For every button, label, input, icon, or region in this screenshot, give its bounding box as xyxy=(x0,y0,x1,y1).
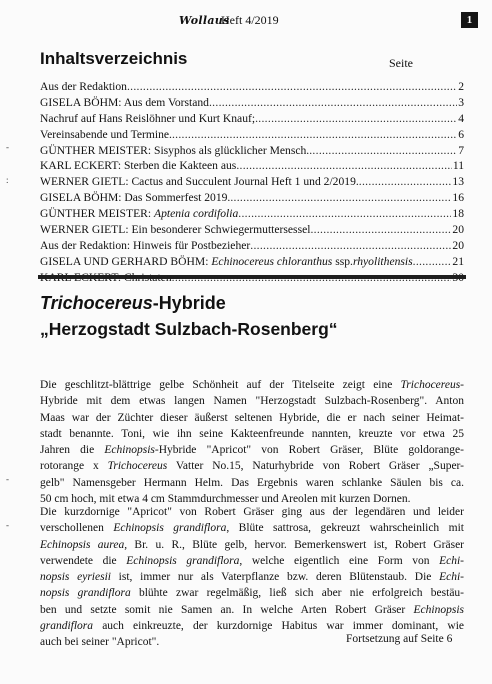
text-line: nopsis grandiflora blühte zwar regelmäßig, ließ sich aber nie erfolgreich bestäu- xyxy=(40,587,464,600)
text-line: grandiflora auch einkreuzte, der kurzdornige Habitus war immer dominant, wie xyxy=(40,620,464,633)
toc-entry-title: WERNER GIETL: Cactus and Succulent Journal Heft 1 und 2/2019. xyxy=(40,175,359,189)
toc-entry xyxy=(40,158,464,174)
article-paragraph-1 xyxy=(40,377,464,507)
toc-entry xyxy=(40,254,464,270)
toc-entry xyxy=(40,79,464,95)
margin-mark: - xyxy=(6,520,9,530)
toc-leader-dots xyxy=(172,127,457,143)
margin-mark: - xyxy=(6,142,9,152)
article-title-line1 xyxy=(40,293,226,314)
toc-entry-page: 13 xyxy=(452,175,464,189)
text-line: Jahren die Echinopsis-Hybride "Apricot" von Robert Gräser, Blüte goldorange- xyxy=(40,444,464,457)
toc-leader-dots xyxy=(238,206,451,222)
article-title-genus: Trichocereus xyxy=(40,293,153,313)
toc-entry-page: 7 xyxy=(458,143,464,157)
toc-entry-page: 11 xyxy=(452,159,464,173)
toc-entry-page: 20 xyxy=(452,238,464,252)
toc-entry-title: GISELA BÖHM: Das Sommerfest 2019. xyxy=(40,191,231,205)
toc-entry xyxy=(40,127,464,143)
toc-entry-title: Aus der Redaktion: Hinweis für Postbezieher xyxy=(40,238,251,252)
toc-leader-dots xyxy=(310,222,451,238)
toc-leader-dots xyxy=(250,238,451,254)
text-line: gelb" Namensgeber Hermann Helm. Das Ergebnis waren schlanke Säulen bis ca. xyxy=(40,476,464,489)
toc-entry-title: GÜNTHER MEISTER: Aptenia cordifolia xyxy=(40,207,239,221)
toc-entry-page: 4 xyxy=(458,111,464,125)
toc-entry xyxy=(40,95,464,111)
text-line: auch bei seiner "Apricot". xyxy=(40,636,160,649)
toc-entry-page: 18 xyxy=(452,207,464,221)
toc-entry-title: GISELA UND GERHARD BÖHM: Echinocereus chloranthus ssp.rhyolithensis xyxy=(40,254,413,268)
toc-entry-title: Aus der Redaktion xyxy=(40,80,127,93)
text-line: Maas war der Züchter dieser äußerst seltenen Hybride, die er nach seiner Heimat- xyxy=(40,411,464,424)
toc-entry xyxy=(40,190,464,206)
toc-divider xyxy=(38,275,466,279)
article-title-suffix: -Hybride xyxy=(152,293,226,313)
margin-mark: - xyxy=(6,474,9,484)
toc-leader-dots xyxy=(127,79,457,95)
text-line: nopsis eyriesii ist, immer nur als Vaterpflanze bzw. deren Blütenstaub. Die Echi- xyxy=(40,571,464,584)
toc-entry xyxy=(40,111,464,127)
article-paragraph-2 xyxy=(40,504,464,651)
margin-mark: : xyxy=(6,175,9,185)
toc-leader-dots xyxy=(413,254,452,270)
toc-entry xyxy=(40,174,464,190)
toc-entry-page: 21 xyxy=(452,254,464,268)
toc-entry-title: KARL ECKERT: Sterben die Kakteen aus xyxy=(40,159,237,173)
toc-leader-dots xyxy=(255,111,457,127)
text-line: Die kurzdornige "Apricot" von Robert Gräser ging aus der legendären und leider xyxy=(40,506,464,518)
toc-entry-page: 16 xyxy=(452,191,464,205)
text-line: verwendete die Echinopsis grandiflora, welche eigentlich eine Form von Echi- xyxy=(40,554,465,567)
page-number-badge: 1 xyxy=(461,12,478,28)
text-line: rotorange x Trichocereus Vatter No.15, Naturhybride von Robert Gräser „Super- xyxy=(40,460,464,473)
toc-entry xyxy=(40,206,464,222)
toc-entry-title: GISELA BÖHM: Aus dem Vorstand xyxy=(40,95,209,109)
text-line: Hybride mit dem etwas langen Namen "Herzogstadt Sulzbach-Rosenberg". Anton xyxy=(40,395,464,408)
toc-leader-dots xyxy=(359,174,452,190)
journal-brand: Wollaus xyxy=(179,14,230,27)
text-line: ben und setzte somit nie Samen an. In welche Arten Robert Gräser Echinopsis xyxy=(40,603,464,616)
toc-leader-dots xyxy=(230,190,451,206)
toc-entry-page: 2 xyxy=(458,80,464,93)
toc-entry-page: 20 xyxy=(452,223,464,237)
text-line: 50 cm hoch, mit etwa 4 cm Stammdurchmesser und Areolen mit kurzen Dornen. xyxy=(40,493,411,506)
toc-heading: Inhaltsverzeichnis xyxy=(40,49,188,68)
text-line: Die geschlitzt-blättrige gelbe Schönheit auf der Titelseite zeigt eine Trichocereus- xyxy=(40,379,464,391)
toc-entry-page: 3 xyxy=(458,95,464,109)
toc-leader-dots xyxy=(236,158,452,174)
page-header xyxy=(0,8,492,30)
toc-page-column-label: Seite xyxy=(389,56,413,70)
issue-label: Heft 4/2019 xyxy=(221,13,279,27)
text-line: Echinopsis aurea, Br. u. R., Blüte gelb, hervor. Bemerkenswert ist, Robert Gräser xyxy=(40,538,465,551)
toc-leader-dots xyxy=(309,143,457,159)
text-line: stadt benannte. Toni, wie ihn seine Kakteenfreunde nannten, kreuzte vor etwa 25 xyxy=(40,427,464,440)
toc-entry-title: WERNER GIETL: Ein besonderer Schwiegermuttersessel xyxy=(40,223,311,237)
toc-entry-title: Nachruf auf Hans Reislöhner und Kurt Knauf; xyxy=(40,111,256,125)
toc-entry xyxy=(40,238,464,254)
toc-leader-dots xyxy=(209,95,457,111)
toc-entry xyxy=(40,222,464,238)
toc-entry-title: Vereinsabende und Termine. xyxy=(40,127,172,141)
toc-list xyxy=(40,79,464,286)
toc-entry xyxy=(40,143,464,159)
continuation-note: Fortsetzung auf Seite 6 xyxy=(346,633,453,645)
text-line: verschollenen Echinopsis grandiflora, Blüte sattrosa, gekreuzt wahrscheinlich mit xyxy=(40,522,464,535)
article-title-line2: „Herzogstadt Sulzbach-Rosenberg“ xyxy=(40,319,338,339)
toc-entry-page: 6 xyxy=(458,127,464,141)
toc-entry-title: GÜNTHER MEISTER: Sisyphos als glücklicher Mensch. xyxy=(40,143,310,157)
